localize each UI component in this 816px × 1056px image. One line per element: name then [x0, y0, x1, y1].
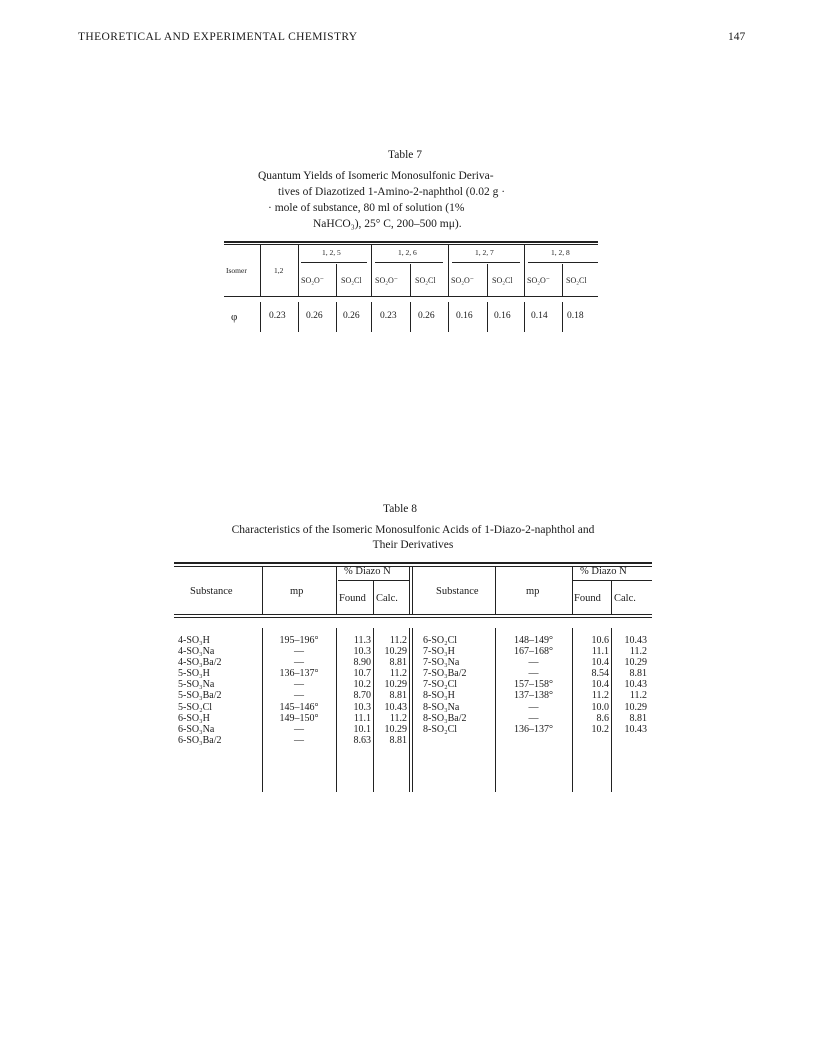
table8-cell-calc: 8.81 — [629, 712, 647, 724]
table7-vline — [487, 302, 488, 332]
table8-left-found-column — [338, 635, 371, 746]
page-number: 147 — [728, 31, 746, 43]
table8-cell-calc: 11.2 — [389, 712, 407, 724]
table8-vline — [262, 628, 263, 792]
table7-value: 0.18 — [567, 311, 584, 321]
table8-header-found: Found — [339, 593, 366, 604]
table8-cell-substance: 6-SO₂Cl — [423, 635, 458, 646]
table8-vline — [572, 566, 573, 614]
table8-cell-substance: 7-SO₂Cl — [423, 679, 458, 691]
table8-header-diazo: % Diazo N — [580, 566, 627, 577]
table8-vline — [611, 580, 612, 614]
table7-value: 0.26 — [343, 311, 360, 321]
table8-vline — [262, 566, 263, 614]
table8-cell-found: 10.2 — [353, 679, 371, 691]
table8-cell-substance: 7-SO₃H — [423, 646, 455, 658]
table8-cell-calc: 10.29 — [624, 701, 647, 713]
table8-cell-calc: 11.2 — [389, 635, 407, 646]
table7-isomer-label: Isomer — [226, 266, 247, 275]
table8-cell-substance: 8-SO₂Cl — [423, 723, 458, 735]
table7-vline — [562, 264, 563, 296]
table7-subcol: SO₂Cl — [341, 276, 362, 285]
table8-cell-mp: — — [294, 723, 304, 735]
table8-cell-mp: 136–137° — [279, 668, 319, 680]
table8-cell-found: 11.3 — [353, 635, 371, 646]
running-title: THEORETICAL AND EXPERIMENTAL CHEMISTRY — [78, 31, 358, 43]
table8-cell-mp: — — [528, 668, 539, 680]
table8-cell-calc: 8.81 — [389, 657, 407, 669]
table8-header-mp: mp — [290, 586, 304, 597]
table8-diazo-rule — [338, 580, 410, 581]
table8-cell-substance: 4-SO₃Ba/2 — [178, 657, 222, 669]
table7-vline — [260, 244, 261, 296]
table8-header-substance: Substance — [190, 586, 233, 597]
table7-group-rule — [452, 262, 520, 263]
table8-cell-substance: 5-SO₃H — [178, 668, 210, 680]
table8-cell-found: 11.1 — [353, 712, 371, 724]
table8-vline — [373, 628, 374, 792]
table7-value: 0.16 — [494, 311, 511, 321]
table8-vline — [336, 566, 337, 614]
table7-vline — [336, 264, 337, 296]
table8-vline — [572, 628, 573, 792]
table8-cell-mp: — — [294, 679, 304, 691]
table7-subcol: SO₂O⁻ — [527, 276, 551, 285]
table8-vline — [495, 628, 496, 792]
table8-cell-mp: — — [528, 657, 539, 669]
table8-cell-calc: 8.81 — [389, 690, 407, 702]
table7-vline — [524, 302, 525, 332]
table8-cell-calc: 10.43 — [624, 635, 647, 646]
table8-cell-mp: 145–146° — [279, 701, 319, 713]
table7-group-label: 1, 2, 6 — [398, 248, 417, 257]
table8-cell-mp: — — [294, 646, 304, 658]
table8-right-calc-column — [613, 635, 647, 735]
table8-left-mp-column — [264, 635, 334, 746]
table8-cell-found: 8.63 — [353, 734, 371, 746]
table7-rule-top — [224, 241, 598, 243]
table8-rule-mid — [174, 614, 652, 615]
table8-cell-found: 8.54 — [591, 668, 609, 680]
table8-vline — [336, 628, 337, 792]
table7-vline — [487, 264, 488, 296]
table8-cell-substance: 7-SO₃Na — [423, 657, 460, 669]
table8-cell-calc: 10.43 — [624, 679, 647, 691]
table7-subcol: SO₂Cl — [492, 276, 513, 285]
table7-rule-mid — [224, 296, 598, 297]
table8-cell-mp: — — [528, 701, 539, 713]
table7-subcol: SO₂O⁻ — [375, 276, 399, 285]
table8-cell-mp: — — [294, 690, 304, 702]
table8-cell-found: 8.70 — [353, 690, 371, 702]
table8-diazo-rule — [573, 580, 652, 581]
table8-cell-calc: 10.29 — [384, 723, 407, 735]
table8-cell-found: 10.7 — [353, 668, 371, 680]
table7-group-label: 1, 2, 5 — [322, 248, 341, 257]
table7-caption-line: · mole of substance, 80 ml of solution (1% — [268, 202, 465, 214]
table7-vline — [260, 302, 261, 332]
table8-cell-mp: — — [528, 712, 539, 724]
table8-cell-mp: 137–138° — [514, 690, 553, 702]
table8-cell-found: 10.3 — [353, 701, 371, 713]
table8-left-substance-column — [178, 635, 260, 746]
table7-subcol: SO₂O⁻ — [301, 276, 325, 285]
table7-vline — [371, 302, 372, 332]
table7-group-rule — [528, 262, 598, 263]
table8-title: Table 8 — [383, 503, 418, 515]
table8-cell-substance: 6-SO₃Ba/2 — [178, 734, 222, 746]
table8-cell-calc: 8.81 — [629, 668, 647, 680]
table8-cell-calc: 10.43 — [624, 723, 647, 735]
table8-cell-found: 11.2 — [591, 690, 609, 702]
table8-vline — [412, 566, 413, 614]
table8-cell-found: 10.3 — [353, 646, 371, 658]
table8-vline — [412, 628, 413, 792]
table8-header-substance: Substance — [436, 586, 479, 597]
table8-caption-line: Characteristics of the Isomeric Monosulfonic Acids of 1-Diazo-2-naphthol and — [231, 524, 595, 536]
table8-header-found: Found — [574, 593, 601, 604]
table8-cell-substance: 6-SO₃H — [178, 712, 210, 724]
table7-vline — [410, 302, 411, 332]
table8-header-diazo: % Diazo N — [344, 566, 391, 577]
table7-first-isomer: 1,2 — [274, 266, 284, 275]
table8-cell-calc: 10.29 — [384, 679, 407, 691]
table7-value: 0.16 — [456, 311, 473, 321]
table7-group-label: 1, 2, 8 — [551, 248, 570, 257]
table8-right-mp-column — [497, 635, 570, 735]
table7-title: Table 7 — [388, 149, 423, 161]
table8-vline — [495, 566, 496, 614]
table7-vline — [448, 302, 449, 332]
table8-cell-mp: 148–149° — [514, 635, 553, 646]
table8-cell-substance: 6-SO₃Na — [178, 723, 215, 735]
table8-cell-found: 8.6 — [596, 712, 609, 724]
table8-cell-substance: 4-SO₃H — [178, 635, 210, 646]
table8-right-found-column — [574, 635, 609, 735]
table7-caption-line: Quantum Yields of Isomeric Monosulfonic Deriva- — [258, 170, 494, 182]
table8-vline — [409, 628, 410, 792]
table8-cell-substance: 5-SO₃Na — [178, 679, 215, 691]
table7-value: 0.14 — [531, 311, 548, 321]
table8-cell-calc: 11.2 — [629, 690, 647, 702]
table8-cell-mp: 136–137° — [514, 723, 553, 735]
table8-vline — [409, 566, 410, 614]
table7-subcol: SO₂O⁻ — [451, 276, 475, 285]
table8-cell-mp: 157–158° — [514, 679, 553, 691]
table7-rule-top-2 — [224, 244, 598, 245]
table7-vline — [336, 302, 337, 332]
table8-header-calc: Calc. — [614, 593, 636, 604]
table8-cell-found: 11.1 — [591, 646, 609, 658]
table8-cell-calc: 8.81 — [389, 734, 407, 746]
table8-cell-substance: 4-SO₃Na — [178, 646, 215, 658]
table8-cell-found: 10.0 — [591, 701, 609, 713]
table7-vline — [298, 302, 299, 332]
table8-caption — [178, 523, 648, 553]
table8-rule-mid-2 — [174, 617, 652, 618]
table8-cell-found: 10.4 — [591, 679, 609, 691]
table8-cell-mp: 149–150° — [279, 712, 319, 724]
table7-vline — [371, 244, 372, 296]
table7-value: 0.26 — [418, 311, 435, 321]
table8-cell-found: 10.2 — [591, 723, 609, 735]
table8-vline — [373, 580, 374, 614]
table7-value: 0.26 — [306, 311, 323, 321]
table7-vline — [524, 244, 525, 296]
table7-subcol: SO₂Cl — [566, 276, 587, 285]
table7-value: 0.23 — [269, 311, 286, 321]
table7-vline — [562, 302, 563, 332]
table7-group-label: 1, 2, 7 — [475, 248, 494, 257]
table8-cell-substance: 5-SO₂Cl — [178, 701, 213, 713]
table7-group-rule — [301, 262, 367, 263]
table8-cell-found: 10.6 — [591, 635, 609, 646]
table8-cell-calc: 10.29 — [384, 646, 407, 658]
table8-cell-mp: 195–196° — [279, 635, 319, 646]
table7-group-rule — [375, 262, 443, 263]
table8-header-mp: mp — [526, 586, 540, 597]
table8-caption-line: Their Derivatives — [372, 539, 454, 551]
table8-cell-substance: 8-SO₃H — [423, 690, 455, 702]
table8-cell-calc: 10.43 — [384, 701, 407, 713]
table8-left-calc-column — [375, 635, 407, 746]
table8-cell-mp: 167–168° — [514, 646, 553, 658]
table7-subcol: SO₂Cl — [415, 276, 436, 285]
table8-cell-found: 10.4 — [591, 657, 609, 669]
table8-cell-substance: 8-SO₃Ba/2 — [423, 712, 467, 724]
table7-caption-line: NaHCO₃), 25° C, 200–500 mμ). — [313, 218, 462, 230]
table8-cell-calc: 11.2 — [629, 646, 647, 658]
table7-vline — [448, 244, 449, 296]
table8-cell-found: 10.1 — [353, 723, 371, 735]
table8-cell-mp: — — [294, 657, 304, 669]
table8-cell-found: 8.90 — [353, 657, 371, 669]
table8-cell-calc: 11.2 — [389, 668, 407, 680]
table7-vline — [410, 264, 411, 296]
table8-vline — [611, 628, 612, 792]
table7-vline — [298, 244, 299, 296]
table7-value: 0.23 — [380, 311, 397, 321]
table8-cell-substance: 5-SO₃Ba/2 — [178, 690, 222, 702]
table8-cell-substance: 8-SO₃Na — [423, 701, 460, 713]
table7-phi-label: φ — [231, 311, 238, 323]
table8-cell-calc: 10.29 — [624, 657, 647, 669]
table8-cell-substance: 7-SO₃Ba/2 — [423, 668, 467, 680]
table8-cell-mp: — — [294, 734, 304, 746]
table8-header-calc: Calc. — [376, 593, 398, 604]
table7-caption — [258, 168, 576, 232]
table8-rule-top — [174, 562, 652, 564]
table8-right-substance-column — [423, 635, 493, 735]
table7-caption-line: tives of Diazotized 1-Amino-2-naphthol (0.02 g · — [278, 186, 506, 198]
